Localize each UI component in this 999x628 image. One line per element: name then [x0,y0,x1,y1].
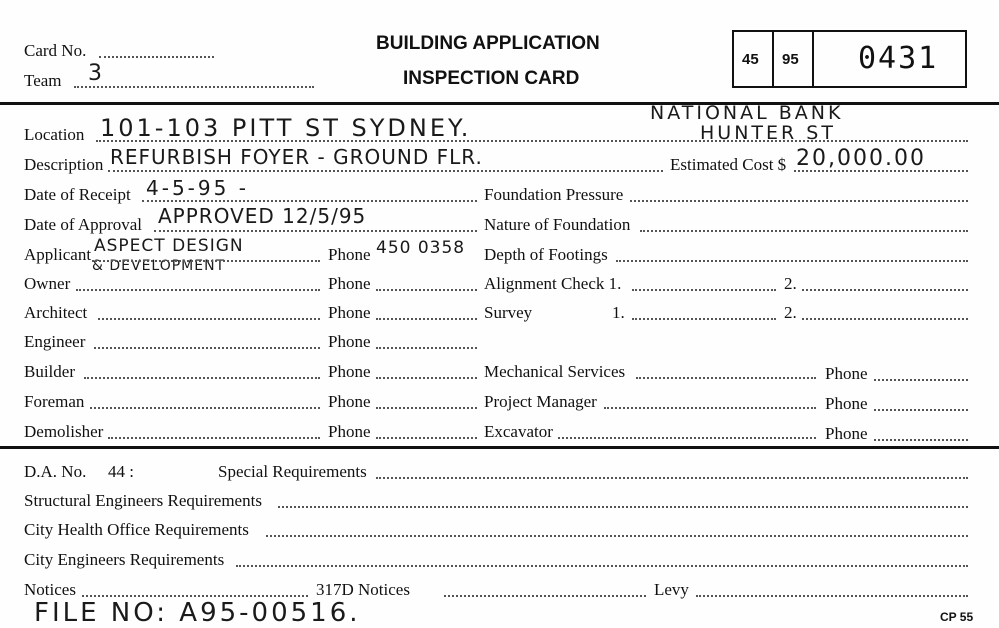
foreman-phone-field[interactable] [376,407,477,409]
special-requirements-field[interactable] [376,477,968,479]
description-value: REFURBISH FOYER - GROUND FLR. [110,145,483,169]
city-engineers-field[interactable] [236,565,968,567]
project-manager-field[interactable] [604,407,816,409]
engineer-phone-field[interactable] [376,347,477,349]
foundation-pressure-label: Foundation Pressure [484,185,624,204]
applicant-phone-label: Phone [328,245,371,264]
city-health-field[interactable] [266,535,968,537]
excavator-phone-label: Phone [825,424,868,443]
mechanical-services-label: Mechanical Services [484,362,626,381]
location-field[interactable] [96,140,968,142]
architect-phone-label: Phone [328,303,371,322]
project-manager-label: Project Manager [484,392,597,411]
engineer-field[interactable] [94,347,320,349]
applicant-value-1: ASPECT DESIGN [94,236,244,256]
levy-label: Levy [654,580,689,599]
builder-phone-label: Phone [328,362,371,381]
survey-2-label: 2. [784,303,797,322]
special-requirements-label: Special Requirements [218,462,367,481]
applicant-value-2: & DEVELOPMENT [92,258,226,274]
nature-of-foundation-label: Nature of Foundation [484,215,631,234]
notices-label: Notices [24,580,76,599]
card-number: 0431 [858,41,939,76]
applicant-label: Applicant [24,245,92,264]
location-note-2: HUNTER ST [700,122,836,144]
excavator-field[interactable] [558,437,816,439]
architect-field[interactable] [98,318,320,320]
owner-phone-label: Phone [328,274,371,293]
team-value: 3 [88,61,105,86]
box-b [772,30,814,88]
structural-engineers-field[interactable] [278,506,968,508]
builder-label: Builder [24,362,75,381]
excavator-phone-field[interactable] [874,439,968,441]
project-manager-phone-label: Phone [825,394,868,413]
file-number: FILE NO: A95-00516. [34,598,361,628]
structural-engineers-label: Structural Engineers Requirements [24,491,262,510]
city-engineers-label: City Engineers Requirements [24,550,225,569]
estimated-cost-field[interactable] [794,170,968,172]
foreman-field[interactable] [90,407,320,409]
date-of-approval-label: Date of Approval [24,215,143,234]
date-of-receipt-value: 4-5-95 - [146,176,249,200]
alignment-check-label: Alignment Check 1. [484,274,622,293]
date-of-receipt-label: Date of Receipt [24,185,131,204]
notices-field[interactable] [82,595,308,597]
nature-of-foundation-field[interactable] [640,230,968,232]
team-field[interactable] [74,86,314,88]
foundation-pressure-field[interactable] [630,200,968,202]
notices-317d-label: 317D Notices [316,580,410,599]
survey-1-field[interactable] [632,318,776,320]
date-of-approval-field[interactable] [154,230,477,232]
form-code: CP 55 [940,610,974,624]
location-label: Location [24,125,85,144]
excavator-label: Excavator [484,422,553,441]
title-line-2: INSPECTION CARD [403,68,580,89]
depth-of-footings-field[interactable] [616,260,968,262]
builder-field[interactable] [84,377,320,379]
foreman-label: Foreman [24,392,85,411]
box-a [732,30,774,88]
builder-phone-field[interactable] [376,377,477,379]
da-no-label: D.A. No. [24,462,87,481]
requirements-divider [0,446,999,449]
city-health-label: City Health Office Requirements [24,520,249,539]
header-divider [0,102,999,105]
survey-label: Survey [484,303,533,322]
architect-label: Architect [24,303,88,322]
engineer-label: Engineer [24,332,86,351]
location-note-1: NATIONAL BANK [650,102,844,124]
notices-317d-field[interactable] [444,595,646,597]
estimated-cost-label: Estimated Cost $ [670,155,787,174]
survey-2-field[interactable] [802,318,968,320]
title-line-1: BUILDING APPLICATION [376,33,600,54]
engineer-phone-label: Phone [328,332,371,351]
architect-phone-field[interactable] [376,318,477,320]
mechanical-services-phone-field[interactable] [874,379,968,381]
project-manager-phone-field[interactable] [874,409,968,411]
demolisher-field[interactable] [108,437,320,439]
card-no-field[interactable] [99,56,214,58]
card-number-box [812,30,967,88]
alignment-check-1-field[interactable] [632,289,776,291]
description-label: Description [24,155,104,174]
location-value: 101-103 PITT ST SYDNEY. [100,114,472,142]
card-no-label: Card No. [24,41,87,60]
foreman-phone-label: Phone [328,392,371,411]
applicant-field[interactable] [92,260,320,262]
demolisher-phone-field[interactable] [376,437,477,439]
date-of-receipt-field[interactable] [142,200,477,202]
estimated-cost-value: 20,000.00 [796,146,926,171]
owner-field[interactable] [76,289,320,291]
demolisher-phone-label: Phone [328,422,371,441]
owner-phone-field[interactable] [376,289,477,291]
mechanical-services-phone-label: Phone [825,364,868,383]
da-no-value: 44 : [108,462,134,481]
box-a-value: 45 [742,51,759,68]
alignment-check-2-field[interactable] [802,289,968,291]
mechanical-services-field[interactable] [636,377,816,379]
depth-of-footings-label: Depth of Footings [484,245,608,264]
box-b-value: 95 [782,51,799,68]
alignment-check-2-label: 2. [784,274,797,293]
date-of-approval-value: APPROVED 12/5/95 [158,204,367,228]
levy-field[interactable] [696,595,968,597]
description-field[interactable] [108,170,663,172]
survey-1-label: 1. [612,303,625,322]
applicant-phone-value: 450 0358 [376,238,466,258]
demolisher-label: Demolisher [24,422,104,441]
owner-label: Owner [24,274,71,293]
team-label: Team [24,71,62,90]
